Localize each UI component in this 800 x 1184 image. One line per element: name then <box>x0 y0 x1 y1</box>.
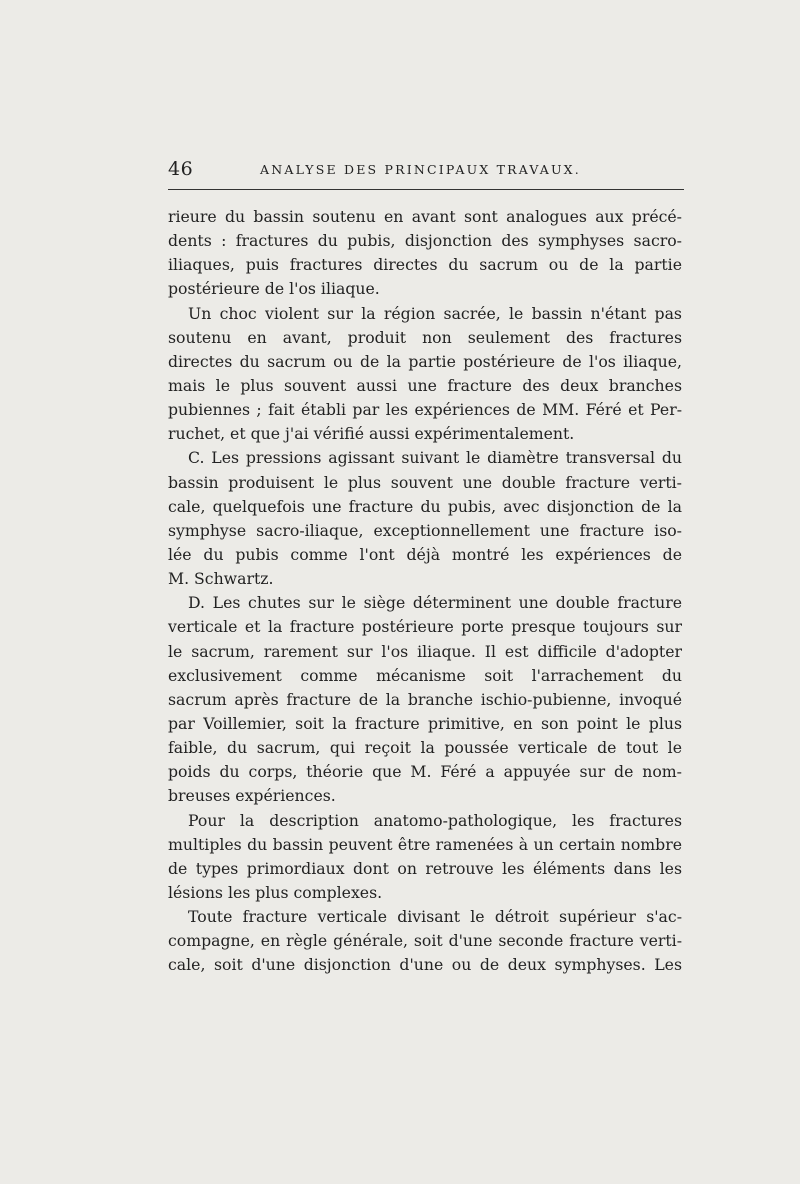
text-line: D. Les chutes sur le siège déterminent une double fracture <box>188 593 682 613</box>
body-text <box>168 205 682 978</box>
text-line: faible, du sacrum, qui reçoit la poussée verticale de tout le <box>168 738 682 758</box>
text-line: M. Schwartz. <box>168 569 274 589</box>
text-line: rieure du bassin soutenu en avant sont analogues aux précé- <box>168 207 682 226</box>
text-line: lésions les plus complexes. <box>168 882 383 902</box>
page-number: 46 <box>168 158 194 180</box>
text-line: ruchet, et que j'ai vérifié aussi expérimentalement. <box>168 424 575 444</box>
text-line: multiples du bassin peuvent être ramenées à un certain nombre <box>168 834 682 854</box>
text-line: poids du corps, théorie que M. Féré a appuyée sur de nom- <box>168 762 682 782</box>
text-line: Toute fracture verticale divisant le détroit supérieur s'ac- <box>188 907 682 927</box>
text-line: symphyse sacro-iliaque, exceptionnellement une fracture iso- <box>168 520 682 540</box>
text-line: Un choc violent sur la région sacrée, le bassin n'étant pas <box>188 303 682 323</box>
text-line: iliaques, puis fractures directes du sacrum ou de la partie <box>168 255 682 275</box>
text-line: directes du sacrum ou de la partie postérieure de l'os iliaque, <box>168 351 682 371</box>
text-line: verticale et la fracture postérieure porte presque toujours sur <box>168 617 682 637</box>
text-line: pubiennes ; fait établi par les expériences de MM. Féré et Per- <box>168 400 682 420</box>
text-line: postérieure de l'os iliaque. <box>168 279 380 299</box>
header-rule <box>168 189 684 190</box>
text-line: lée du pubis comme l'ont déjà montré les expériences de <box>168 544 682 564</box>
page-header <box>168 158 684 182</box>
running-head: ANALYSE DES PRINCIPAUX TRAVAUX. <box>260 162 581 177</box>
text-line: exclusivement comme mécanisme soit l'arrachement du <box>168 665 682 685</box>
text-line: dents : fractures du pubis, disjonction des symphyses sacro- <box>168 231 682 251</box>
text-line: cale, quelquefois une fracture du pubis, avec disjonction de la <box>168 496 682 516</box>
text-line: mais le plus souvent aussi une fracture des deux branches <box>168 375 682 395</box>
text-line: Pour la description anatomo-pathologique, les fractures <box>188 810 682 830</box>
text-line: de types primordiaux dont on retrouve les éléments dans les <box>168 858 682 878</box>
text-line: le sacrum, rarement sur l'os iliaque. Il est difficile d'adopter <box>168 641 682 661</box>
text-line: C. Les pressions agissant suivant le diamètre transversal du <box>188 448 682 468</box>
text-line: breuses expériences. <box>168 786 336 806</box>
text-line: par Voillemier, soit la fracture primitive, en son point le plus <box>168 713 682 733</box>
text-line: sacrum après fracture de la branche ischio-pubienne, invoqué <box>168 689 682 709</box>
text-line: soutenu en avant, produit non seulement des fractures <box>168 327 682 347</box>
text-line: cale, soit d'une disjonction d'une ou de deux symphyses. Les <box>168 955 682 975</box>
text-line: bassin produisent le plus souvent une double fracture verti- <box>168 472 682 492</box>
text-line: compagne, en règle générale, soit d'une seconde fracture verti- <box>168 931 682 951</box>
